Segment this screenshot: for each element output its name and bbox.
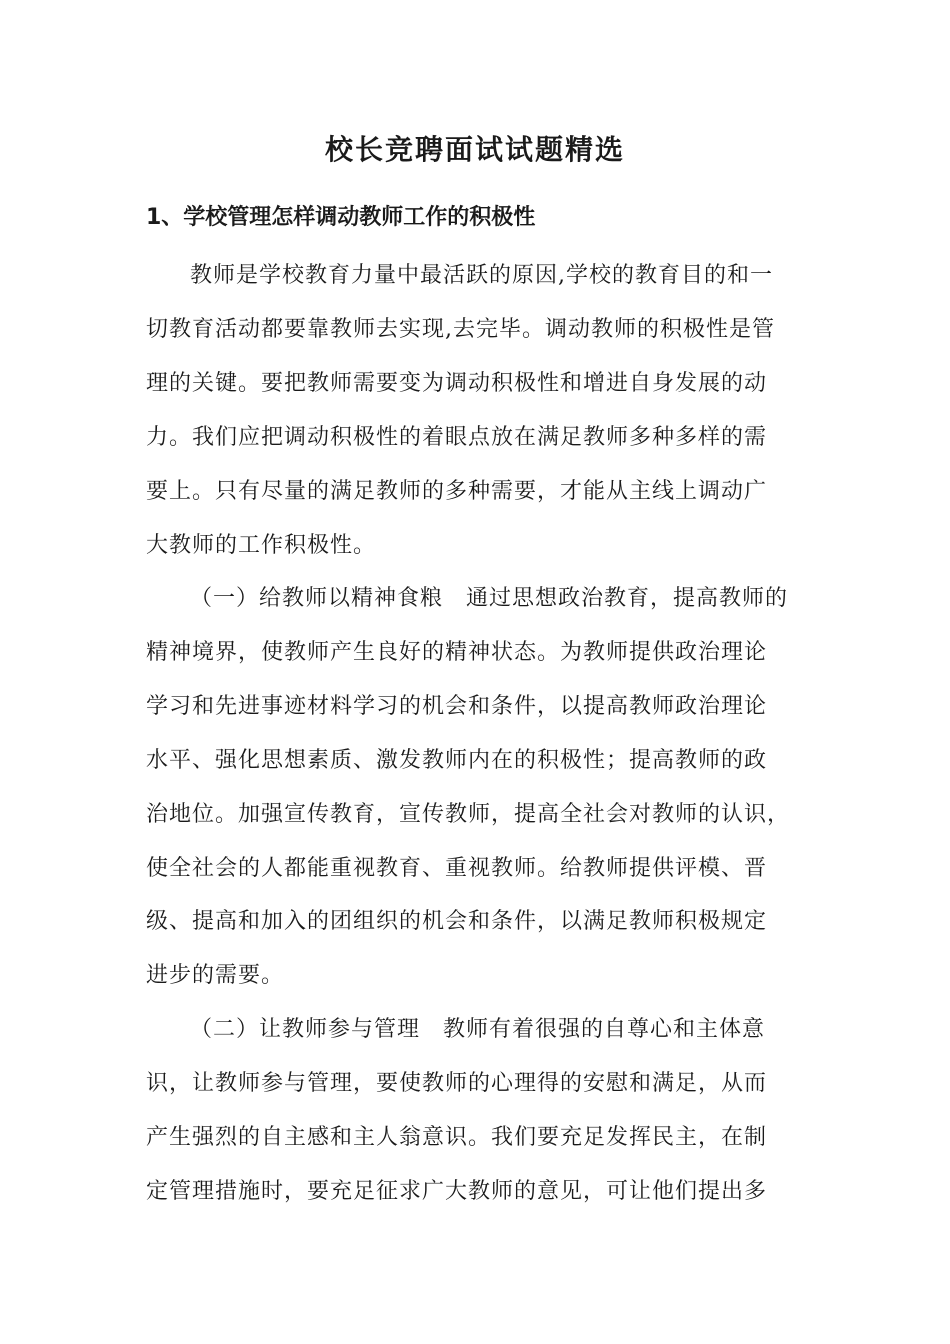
- paragraph-line: 使全社会的人都能重视教育、重视教师。给教师提供评模、晋: [146, 856, 768, 881]
- paragraph-line: 教师是学校教育力量中最活跃的原因,学校的教育目的和一: [190, 263, 773, 288]
- paragraph-line: （二）让教师参与管理 教师有着很强的自尊心和主体意: [190, 1017, 766, 1042]
- paragraph-line: 识，让教师参与管理，要使教师的心理得的安慰和满足，从而: [146, 1071, 768, 1096]
- paragraph-line: 要上。只有尽量的满足教师的多种需要，才能从主线上调动广: [146, 479, 768, 504]
- paragraph-line: 级、提高和加入的团组织的机会和条件，以满足教师积极规定: [146, 909, 768, 934]
- paragraph-line: 进步的需要。: [146, 963, 285, 988]
- section-heading: 1、学校管理怎样调动教师工作的积极性: [146, 205, 536, 230]
- paragraph-line: （一）给教师以精神食粮 通过思想政治教育，提高教师的: [190, 586, 789, 611]
- paragraph-line: 产生强烈的自主感和主人翁意识。我们要充足发挥民主，在制: [146, 1125, 768, 1150]
- paragraph-line: 学习和先进事迹材料学习的机会和条件，以提高教师政治理论: [146, 694, 768, 719]
- document-title: 校长竞聘面试试题精选: [324, 133, 625, 166]
- paragraph-line: 精神境界，使教师产生良好的精神状态。为教师提供政治理论: [146, 640, 768, 665]
- paragraph-line: 治地位。加强宣传教育，宣传教师，提高全社会对教师的认识，: [146, 802, 791, 827]
- paragraph-line: 定管理措施时，要充足征求广大教师的意见，可让他们提出多: [146, 1179, 768, 1204]
- paragraph-line: 理的关键。要把教师需要变为调动积极性和增进自身发展的动: [146, 371, 768, 396]
- paragraph-line: 切教育活动都要靠教师去实现,去完毕。调动教师的积极性是管: [146, 317, 775, 342]
- paragraph-line: 水平、强化思想素质、激发教师内在的积极性；提高教师的政: [146, 748, 768, 773]
- paragraph-line: 力。我们应把调动积极性的着眼点放在满足教师多种多样的需: [146, 425, 768, 450]
- paragraph-line: 大教师的工作积极性。: [146, 533, 377, 558]
